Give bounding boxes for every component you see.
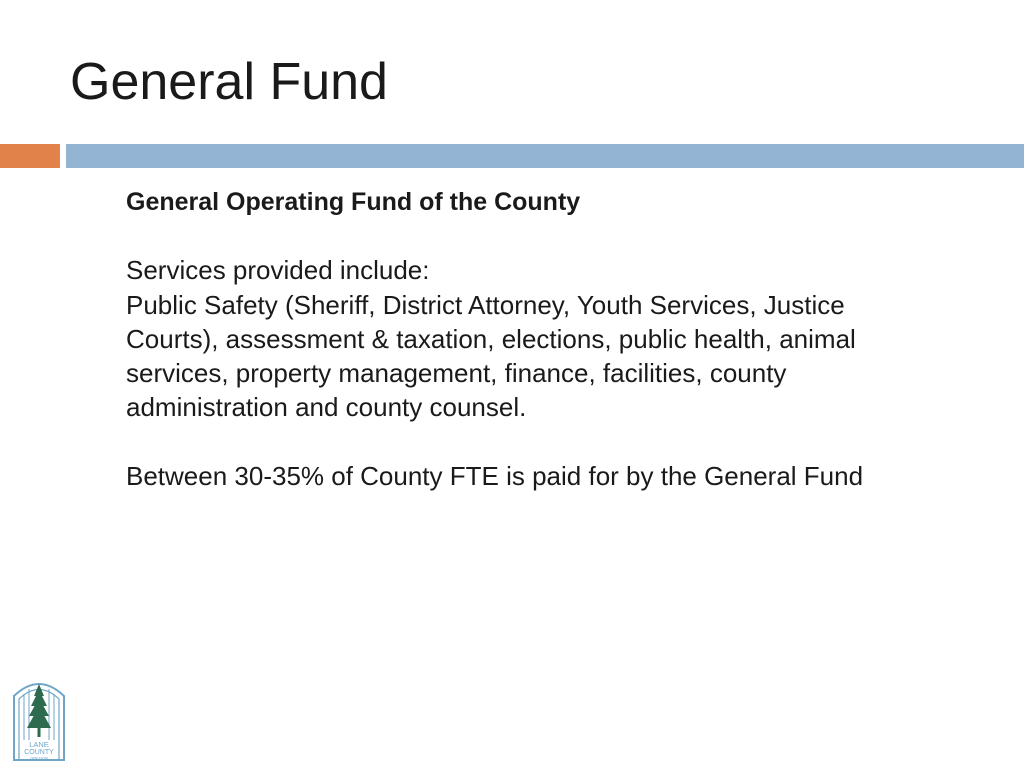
slide-body (126, 185, 886, 493)
logo-text-line1: LANE (29, 740, 49, 749)
title-divider-bar (66, 144, 1024, 168)
tree-icon (10, 674, 68, 762)
services-intro: Services provided include: (126, 255, 430, 286)
paragraph-spacer (126, 219, 886, 253)
logo-text-line2: COUNTY (24, 749, 54, 756)
title-accent-bar (0, 144, 60, 168)
logo-text-line3: OREGON (30, 755, 48, 761)
fte-note: Between 30-35% of County FTE is paid for by the General Fund (126, 460, 864, 491)
paragraph-spacer (126, 425, 886, 459)
services-list: Public Safety (Sheriff, District Attorney, Youth Services, Justice Courts), assessment & taxation, elections, public health, animal services, property management, finance, facilities, county administration and county counsel. (126, 289, 856, 423)
lane-county-logo (10, 674, 68, 762)
body-subheading: General Operating Fund of the County (126, 188, 581, 216)
slide-title: General Fund (70, 53, 388, 111)
